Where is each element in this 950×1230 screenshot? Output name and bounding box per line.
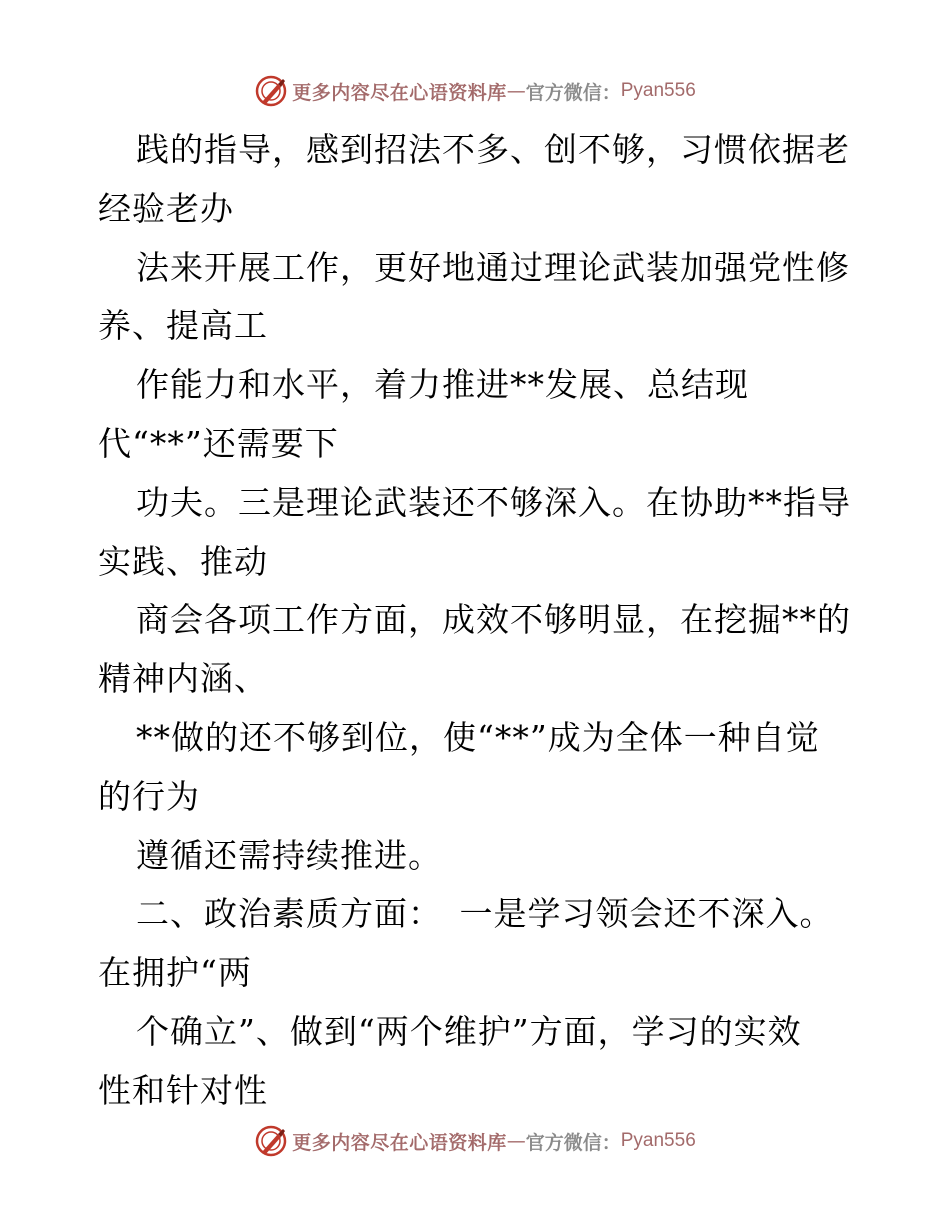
text-line: 功夫。三是理论武装还不够深入。在协助**指导 [136, 482, 851, 522]
text-line: 养、提高工 [98, 306, 268, 346]
text-line: 商会各项工作方面，成效不够明显，在挖掘**的 [136, 600, 851, 640]
pen-logo-icon [254, 1124, 288, 1158]
text-line: 的行为 [98, 776, 200, 816]
pen-logo-icon [254, 74, 288, 108]
watermark-separator: — [506, 1130, 526, 1152]
document-body [98, 121, 858, 1121]
watermark-official-label: 官方微信： [525, 81, 621, 104]
text-line: 法来开展工作，更好地通过理论武装加强党性修 [136, 247, 850, 287]
text-line: 代“**”还需要下 [98, 423, 339, 463]
text-line: 在拥护“两 [98, 953, 252, 993]
text-line: 个确立”、做到“两个维护”方面，学习的实效 [136, 1011, 802, 1051]
text-line: 性和针对性 [98, 1070, 268, 1110]
watermark-main-text: 更多内容尽在心语资料库 [292, 81, 507, 104]
text-line: **做的还不够到位，使“**”成为全体一种自觉 [136, 717, 820, 757]
header-watermark [0, 71, 950, 111]
watermark-wechat-id: Pyan556 [620, 1130, 696, 1151]
text-line: 作能力和水平，着力推进**发展、总结现 [136, 365, 749, 405]
text-line: 二、政治素质方面： 一是学习领会还不深入。 [136, 894, 834, 934]
text-line: 践的指导，感到招法不多、创不够，习惯依据老 [136, 130, 850, 169]
watermark-official-label: 官方微信： [525, 1131, 621, 1154]
text-line: 实践、推动 [98, 541, 268, 581]
text-line: 经验老办 [98, 188, 234, 228]
watermark-separator: — [506, 80, 526, 102]
watermark-main-text: 更多内容尽在心语资料库 [292, 1131, 507, 1154]
watermark-wechat-id: Pyan556 [620, 80, 696, 101]
footer-watermark [0, 1121, 950, 1161]
text-line: 精神内涵、 [98, 659, 268, 699]
text-line: 遵循还需持续推进。 [136, 835, 442, 875]
